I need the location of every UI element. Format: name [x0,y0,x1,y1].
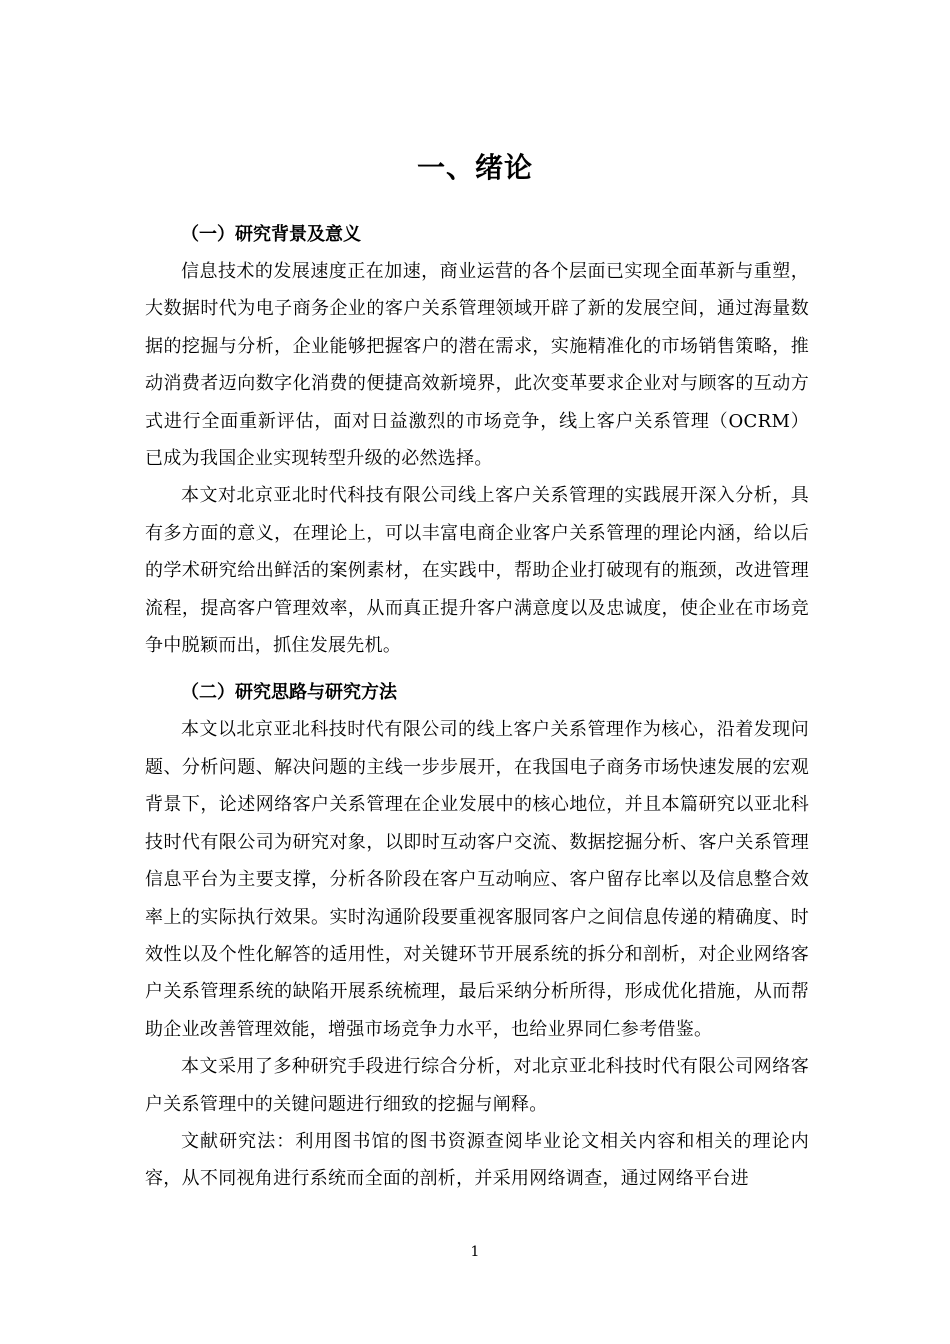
paragraph-literature-method: 文献研究法：利用图书馆的图书资源查阅毕业论文相关内容和相关的理论内容，从不同视角进行系统而全面的剖析，并采用网络调查，通过网络平台进 [145,1130,809,1190]
chapter-title: 一、绪论 [416,151,533,184]
paragraph-background: 信息技术的发展速度正在加速，商业运营的各个层面已实现全面革新与重塑，大数据时代为电子商务企业的客户关系管理领域开辟了新的发展空间，通过海量数据的挖掘与分析，企业能够把握客户的潜在需求，实施精准化的市场销售策略，推动消费者迈向数字化消费的便捷高效新境界，此次变革要求企业对与顾客的互动方式进行全面重新评估，面对日益激烈的市场竞争，线上客户关系管理（OCRM）已成为我国企业实现转型升级的必然选择。 [145,261,809,470]
section-heading-methods: （二）研究思路与研究方法 [181,682,397,704]
paragraph-research-approach: 本文以北京亚北科技时代有限公司的线上客户关系管理作为核心，沿着发现问题、分析问题、解决问题的主线一步步展开，在我国电子商务市场快速发展的宏观背景下，论述网络客户关系管理在企业发展中的核心地位，并且本篇研究以亚北科技时代有限公司为研究对象，以即时互动客户交流、数据挖掘分析、客户关系管理信息平台为主要支撑，分析各阶段在客户互动响应、客户留存比率以及信息整合效率上的实际执行效果。实时沟通阶段要重视客服同客户之间信息传递的精确度、时效性以及个性化解答的适用性，对关键环节开展系统的拆分和剖析，对企业网络客户关系管理系统的缺陷开展系统梳理，最后采纳分析所得，形成优化措施，从而帮助企业改善管理效能，增强市场竞争力水平，也给业界同仁参考借鉴。 [145,719,809,1040]
paragraph-research-means: 本文采用了多种研究手段进行综合分析，对北京亚北科技时代有限公司网络客户关系管理中的关键问题进行细致的挖掘与阐释。 [145,1056,809,1115]
page-number: 1 [470,1244,480,1260]
document-body [145,216,809,1198]
section-heading-background: （一）研究背景及意义 [181,224,361,245]
paragraph-significance: 本文对北京亚北时代科技有限公司线上客户关系管理的实践展开深入分析，具有多方面的意义，在理论上，可以丰富电商企业客户关系管理的理论内涵，给以后的学术研究给出鲜活的案例素材，在实践中，帮助企业打破现有的瓶颈，改进管理流程，提高客户管理效率，从而真正提升客户满意度以及忠诚度，使企业在市场竞争中脱颖而出，抓住发展先机。 [145,485,809,657]
